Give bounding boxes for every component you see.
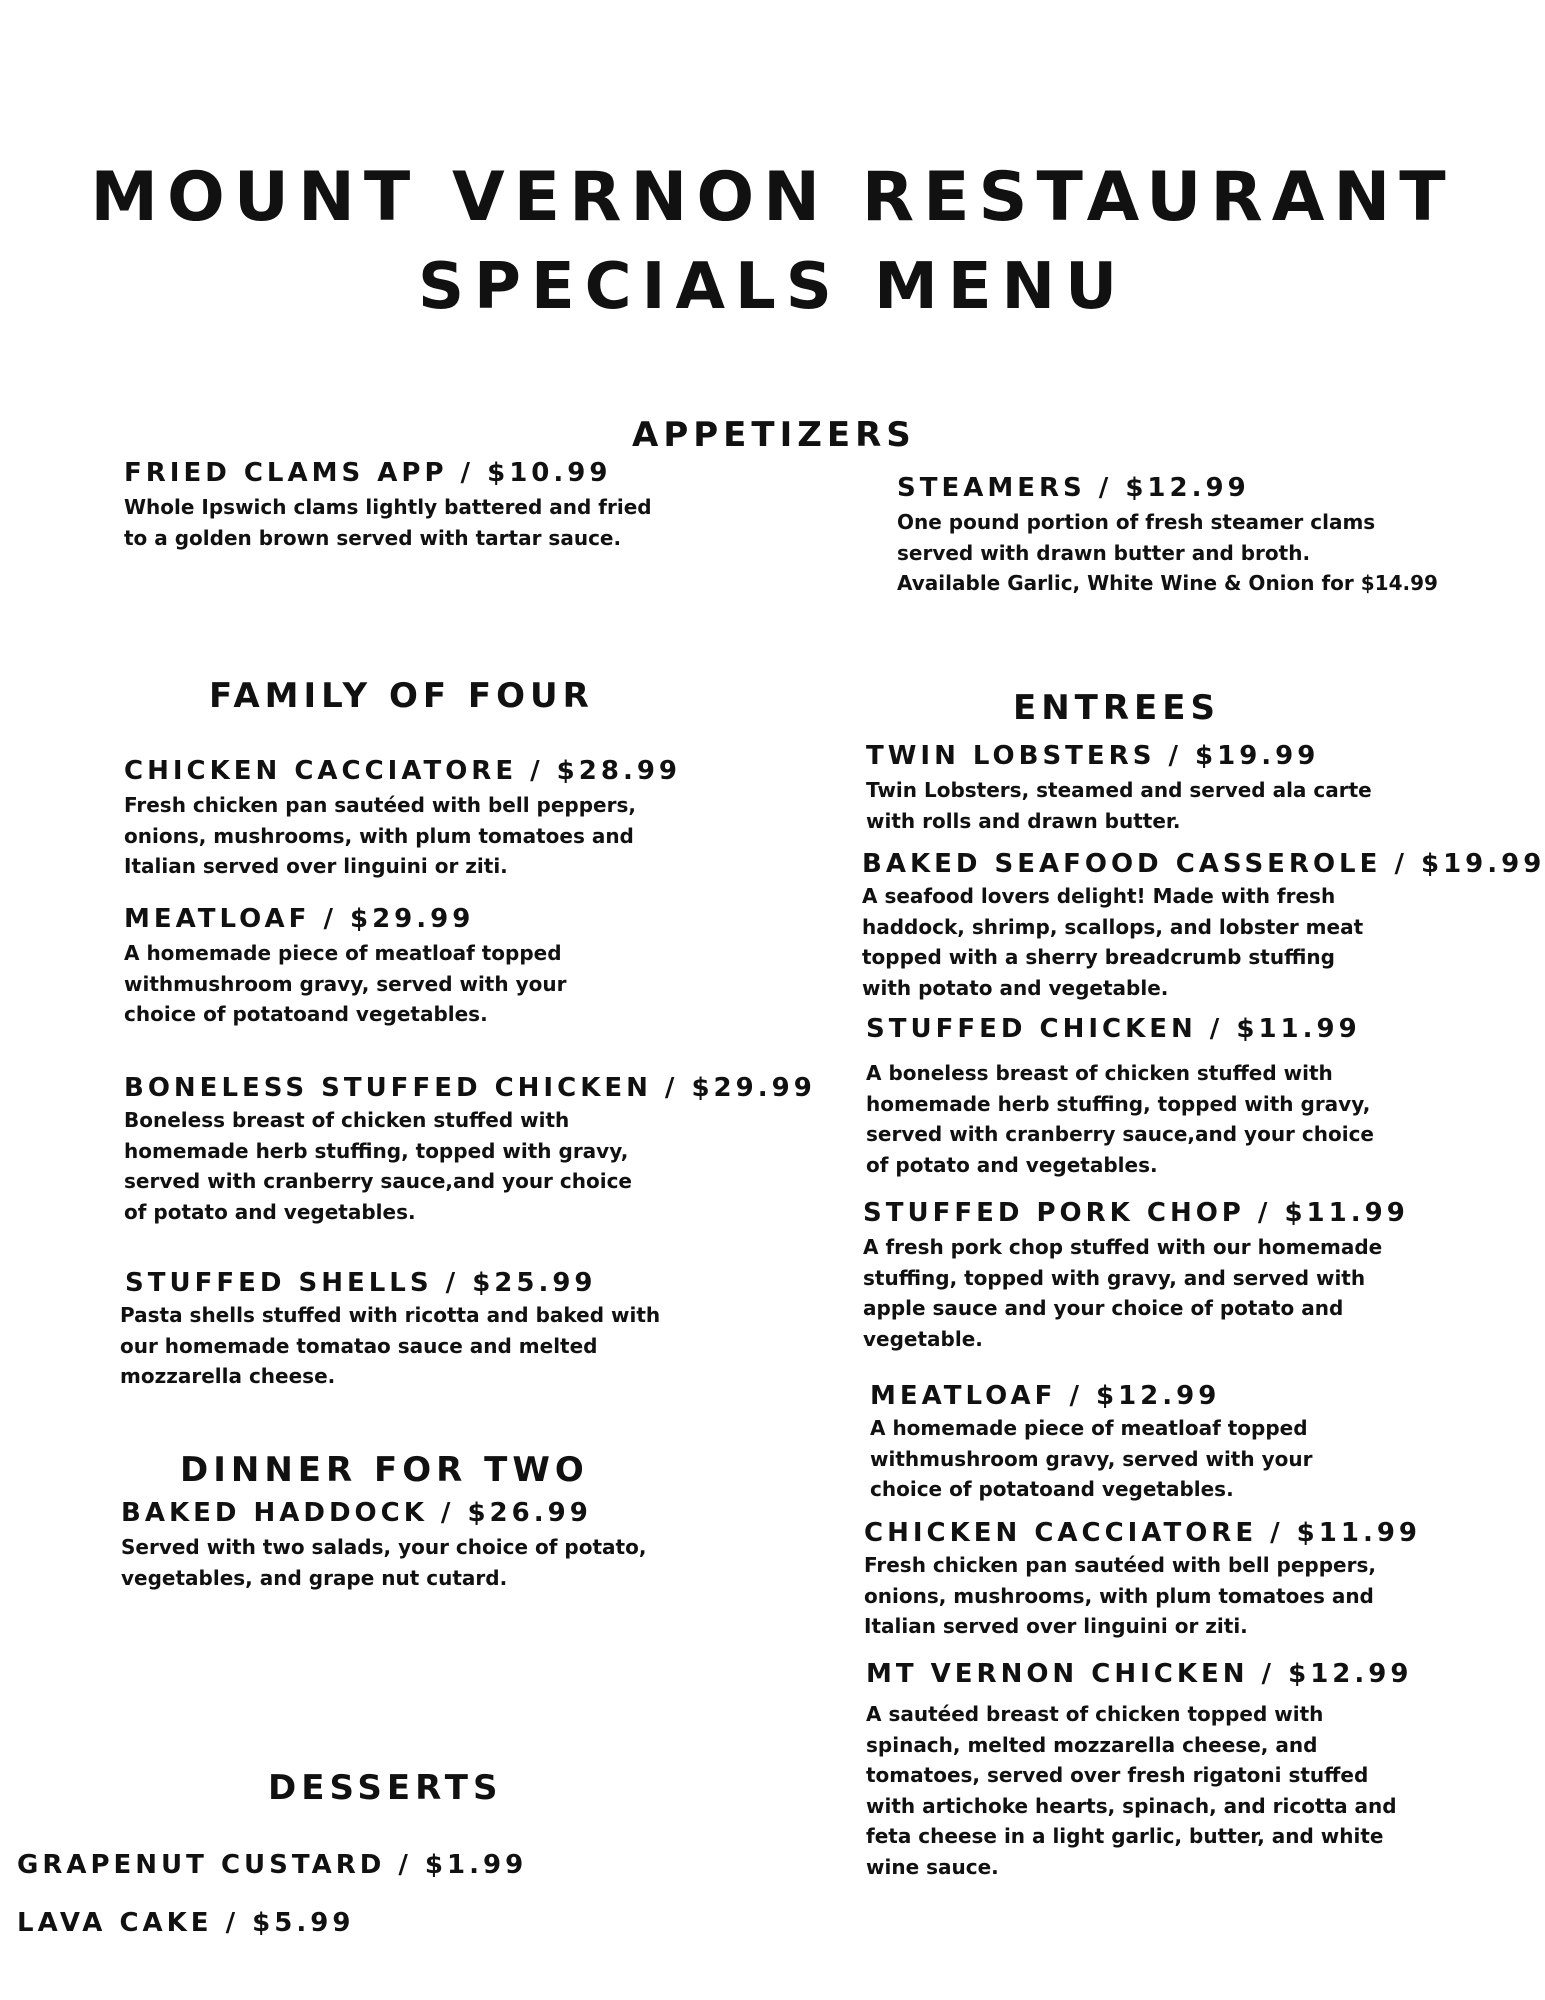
item-description-line: Boneless breast of chicken stuffed with bbox=[124, 1108, 570, 1132]
item-description-line: served with cranberry sauce,and your choice bbox=[866, 1122, 1374, 1146]
item-description bbox=[124, 492, 652, 553]
item-description-line: spinach, melted mozzarella cheese, and bbox=[866, 1732, 1318, 1757]
item-description-line: Available Garlic, White Wine & Onion for $14.99 bbox=[897, 571, 1438, 595]
item-name: BAKED HADDOCK / $26.99 bbox=[121, 1498, 592, 1528]
menu-item-steamers bbox=[897, 473, 1438, 599]
item-description-line: A boneless breast of chicken stuffed with bbox=[866, 1061, 1333, 1085]
menu-item-boneless-stuffed-chicken bbox=[124, 1073, 816, 1227]
appetizers-heading: APPETIZERS bbox=[632, 415, 916, 455]
item-description bbox=[120, 1300, 660, 1392]
item-description-line: vegetable. bbox=[863, 1326, 983, 1351]
item-description-line: withmushroom gravy, served with your bbox=[124, 971, 567, 996]
item-description-line: with rolls and drawn butter. bbox=[866, 808, 1181, 833]
item-description-line: haddock, shrimp, scallops, and lobster meat bbox=[862, 914, 1364, 939]
item-description-line: homemade herb stuffing, topped with gravy, bbox=[124, 1138, 629, 1163]
item-description-line: onions, mushrooms, with plum tomatoes and bbox=[124, 823, 634, 848]
item-name: FRIED CLAMS APP / $10.99 bbox=[124, 458, 612, 488]
item-name: MEATLOAF / $12.99 bbox=[870, 1381, 1221, 1411]
item-description-line: tomatoes, served over fresh rigatoni stuffed bbox=[866, 1763, 1369, 1787]
item-description bbox=[870, 1413, 1312, 1505]
item-description bbox=[864, 1550, 1421, 1642]
item-description-line: our homemade tomatao sauce and melted bbox=[120, 1333, 598, 1358]
menu-item-baked-seafood-casserole bbox=[862, 849, 1545, 1003]
item-description-line: wine sauce. bbox=[866, 1854, 999, 1879]
item-name: STUFFED PORK CHOP / $11.99 bbox=[863, 1198, 1409, 1228]
item-description-line: Served with two salads, your choice of potato, bbox=[121, 1535, 647, 1559]
item-description-line: feta cheese in a light garlic, butter, and white bbox=[866, 1824, 1384, 1848]
item-description-line: One pound portion of fresh steamer clams bbox=[897, 510, 1376, 534]
item-description-line: served with cranberry sauce,and your choice bbox=[124, 1169, 632, 1193]
menu-item-chicken-cacciatore-family bbox=[124, 756, 681, 882]
menu-item-mt-vernon-chicken bbox=[866, 1659, 1412, 1882]
item-name: BONELESS STUFFED CHICKEN / $29.99 bbox=[124, 1073, 816, 1103]
item-description bbox=[866, 1699, 1412, 1882]
item-description-line: homemade herb stuffing, topped with gravy, bbox=[866, 1091, 1371, 1116]
item-description-line: Italian served over linguini or ziti. bbox=[864, 1614, 1248, 1638]
item-name: BAKED SEAFOOD CASSEROLE / $19.99 bbox=[862, 849, 1545, 879]
item-name: MEATLOAF / $29.99 bbox=[124, 904, 475, 934]
dinner-for-two-heading: DINNER FOR TWO bbox=[180, 1450, 589, 1490]
item-description-line: Fresh chicken pan sautéed with bell peppers, bbox=[864, 1553, 1376, 1577]
family-of-four-heading: FAMILY OF FOUR bbox=[209, 676, 594, 716]
menu-item-stuffed-shells bbox=[120, 1268, 660, 1392]
menu-subtitle: SPECIALS MENU bbox=[417, 250, 1128, 324]
item-description-line: A homemade piece of meatloaf topped bbox=[870, 1416, 1308, 1440]
menu-item-baked-haddock bbox=[121, 1498, 646, 1593]
item-name: CHICKEN CACCIATORE / $28.99 bbox=[124, 756, 682, 786]
item-description bbox=[862, 881, 1545, 1003]
item-description-line: Twin Lobsters, steamed and served ala carte bbox=[866, 778, 1372, 802]
item-description-line: vegetables, and grape nut cutard. bbox=[121, 1565, 508, 1590]
item-description-line: onions, mushrooms, with plum tomatoes and bbox=[864, 1583, 1374, 1608]
item-description-line: with potato and vegetable. bbox=[862, 975, 1169, 1000]
item-description bbox=[124, 938, 566, 1030]
menu-item-twin-lobsters bbox=[866, 741, 1372, 836]
menu-item-meatloaf-entree bbox=[870, 1381, 1312, 1505]
restaurant-title: MOUNT VERNON RESTAURANT bbox=[90, 158, 1455, 237]
menu-item-chicken-cacciatore-entree bbox=[864, 1518, 1421, 1642]
item-description-line: mozzarella cheese. bbox=[120, 1364, 336, 1388]
dessert-item-lava-cake: LAVA CAKE / $5.99 bbox=[17, 1908, 355, 1938]
item-description-line: Pasta shells stuffed with ricotta and baked with bbox=[120, 1303, 661, 1327]
menu-item-fried-clams bbox=[124, 458, 652, 553]
item-description-line: of potato and vegetables. bbox=[124, 1199, 416, 1224]
item-description bbox=[863, 1232, 1409, 1354]
item-description-line: A seafood lovers delight! Made with fresh bbox=[862, 884, 1336, 908]
item-name: STEAMERS / $12.99 bbox=[897, 473, 1250, 503]
item-description-line: of potato and vegetables. bbox=[866, 1152, 1158, 1177]
item-name: STUFFED CHICKEN / $11.99 bbox=[866, 1014, 1361, 1044]
menu-item-stuffed-chicken bbox=[866, 1014, 1374, 1180]
menu-item-stuffed-pork-chop bbox=[863, 1198, 1409, 1354]
item-description-line: served with drawn butter and broth. bbox=[897, 540, 1311, 565]
item-description-line: withmushroom gravy, served with your bbox=[870, 1446, 1313, 1471]
item-description-line: Whole Ipswich clams lightly battered and fried bbox=[124, 495, 652, 519]
item-description-line: to a golden brown served with tartar sauce. bbox=[124, 525, 622, 550]
item-description bbox=[866, 775, 1372, 836]
item-description-line: with artichoke hearts, spinach, and ricotta and bbox=[866, 1793, 1397, 1818]
item-description-line: apple sauce and your choice of potato and bbox=[863, 1296, 1344, 1320]
item-description bbox=[124, 1105, 816, 1227]
item-description-line: A homemade piece of meatloaf topped bbox=[124, 941, 562, 965]
item-name: CHICKEN CACCIATORE / $11.99 bbox=[864, 1518, 1422, 1548]
item-name: TWIN LOBSTERS / $19.99 bbox=[866, 741, 1320, 771]
item-description-line: choice of potatoand vegetables. bbox=[124, 1002, 488, 1026]
item-name: STUFFED SHELLS / $25.99 bbox=[125, 1268, 597, 1298]
menu-item-meatloaf-family bbox=[124, 904, 566, 1030]
item-description-line: Italian served over linguini or ziti. bbox=[124, 854, 508, 878]
item-name: MT VERNON CHICKEN / $12.99 bbox=[866, 1659, 1413, 1689]
item-description-line: Fresh chicken pan sautéed with bell peppers, bbox=[124, 793, 636, 817]
item-description-line: topped with a sherry breadcrumb stuffing bbox=[862, 945, 1335, 969]
item-description bbox=[897, 507, 1438, 599]
dessert-item-grapenut-custard: GRAPENUT CUSTARD / $1.99 bbox=[17, 1850, 528, 1880]
desserts-heading: DESSERTS bbox=[268, 1768, 503, 1808]
item-description-line: stuffing, topped with gravy, and served with bbox=[863, 1265, 1366, 1290]
item-description bbox=[124, 790, 681, 882]
item-description-line: A fresh pork chop stuffed with our homemade bbox=[863, 1235, 1383, 1259]
item-description bbox=[121, 1532, 646, 1593]
entrees-heading: ENTREES bbox=[1013, 688, 1220, 728]
item-description bbox=[866, 1058, 1374, 1180]
item-description-line: choice of potatoand vegetables. bbox=[870, 1477, 1234, 1501]
item-description-line: A sautéed breast of chicken topped with bbox=[866, 1702, 1324, 1726]
